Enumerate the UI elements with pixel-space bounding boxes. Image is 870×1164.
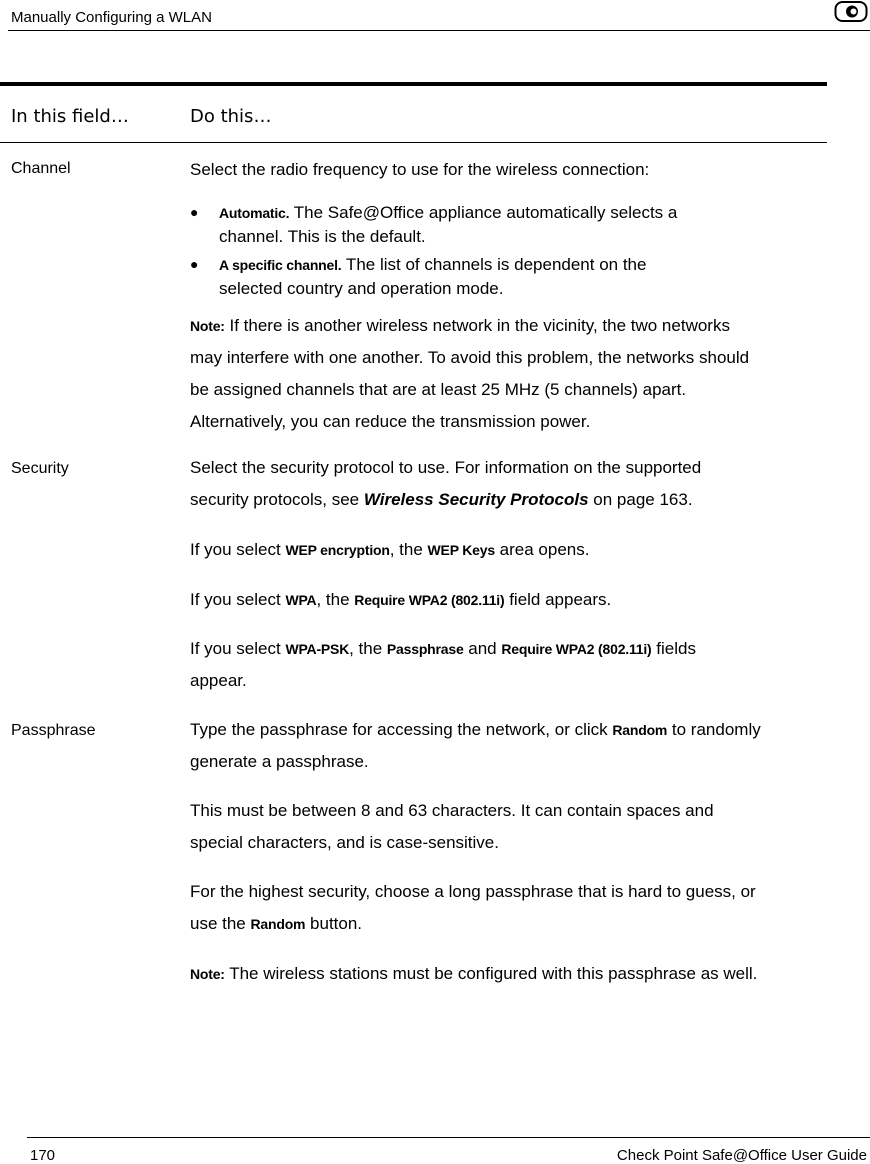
page-header: [8, 0, 870, 31]
channel-note: Note: If there is another wireless network in the vicinity, the two networks may interfere with one another. To avoid this problem, the networks should be assigned channels that are at least 25 MHz (5 channels) apart. Alternatively, you can reduce the transmission power.: [190, 316, 750, 431]
security-wpa-psk: If you select WPA-PSK, the Passphrase and Require WPA2 (802.11i) fields appear.: [190, 639, 696, 690]
guide-title: Check Point Safe@Office User Guide: [616, 1147, 867, 1164]
header-title: Manually Configuring a WLAN: [11, 9, 212, 26]
bullet-icon: ●: [190, 204, 199, 220]
passphrase-note: Note: The wireless stations must be configured with this passphrase as well.: [190, 964, 758, 983]
table-top-rule: [0, 82, 827, 86]
link-wireless-security-protocols[interactable]: Wireless Security Protocols: [363, 490, 589, 509]
passphrase-security-tip: For the highest security, choose a long passphrase that is hard to guess, or use the Random button.: [190, 882, 756, 933]
channel-bullet-specific: A specific channel. The list of channels is dependent on the selected country and operation mode.: [219, 255, 647, 298]
header-divider: [0, 142, 827, 143]
security-wpa: If you select WPA, the Require WPA2 (802.11i) field appears.: [190, 590, 612, 609]
column-header-do: Do this…: [190, 106, 272, 127]
field-security: Security: [11, 460, 69, 477]
channel-bullet-automatic: Automatic. The Safe@Office appliance automatically selects a channel. This is the default.: [219, 203, 678, 246]
passphrase-intro: Type the passphrase for accessing the network, or click Random to randomly generate a passphrase.: [190, 720, 761, 771]
passphrase-length: This must be between 8 and 63 characters. It can contain spaces and special characters, and is case-sensitive.: [190, 801, 714, 852]
security-intro: Select the security protocol to use. For information on the supported security protocols, see Wireless Security Protocols on page 163.: [190, 458, 702, 509]
security-wep: If you select WEP encryption, the WEP Keys area opens.: [190, 540, 590, 559]
field-channel: Channel: [11, 160, 71, 177]
field-passphrase: Passphrase: [11, 722, 96, 739]
bullet-icon: ●: [190, 256, 199, 272]
footer-rule: [27, 1137, 870, 1138]
column-header-field: In this field…: [11, 106, 129, 127]
check-point-logo-icon: [834, 0, 868, 24]
channel-intro: Select the radio frequency to use for the wireless connection:: [190, 160, 650, 179]
page-number: 170: [30, 1147, 56, 1164]
